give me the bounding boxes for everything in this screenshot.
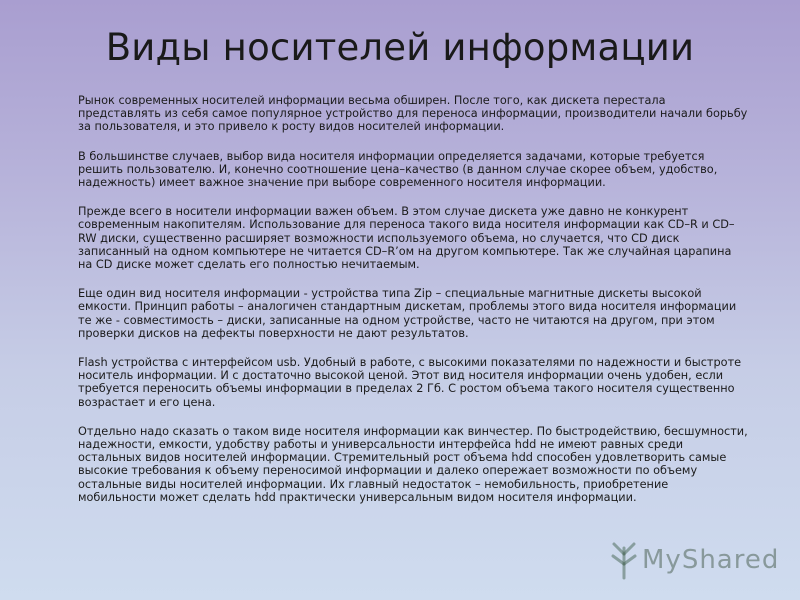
paragraph-1: Рынок современных носителей информации весьма обширен. После того, как дискета перестала представлять из себя самое популярное устройство для переноса информации, производители начали борьбу за пользователя, и это привело к росту видов носителей информации.: [78, 94, 748, 134]
paragraph-5: Flash устройства с интерфейсом usb. Удобный в работе, с высокими показателями по надежности и быстроте носитель информации. И с достаточно высокой ценой. Этот вид носителя информации очень удобен, если требуется переносить объемы информации в пределах 2 Гб. С ростом объема такого носителя существенно возрастает и его цена.: [78, 356, 742, 409]
paragraph-4: Еще один вид носителя информации - устройства типа Zip – специальные магнитные дискеты высокой емкости. Принцип работы – аналогичен стандартным дискетам, проблемы этого вида носителя информации те же - совместимость – диски, записанные на одном устройстве, часто не читаются на другом, при этом проверки дисков на дефекты поверхности не дают результатов.: [78, 287, 737, 340]
paragraph-6: Отдельно надо сказать о таком виде носителя информации как винчестер. По быстродействию, бесшумности, надежности, емкости, удобству работы и универсальности интерфейса hdd не имеют равных среди остальных видов носителей информации. Стремительный рост объема hdd способен удовлетворить самые высокие требования к объему переносимой информации и далеко опережает возможности по объему остальные виды носителей информации. Их главный недостаток – немобильность, приобретение мобильности может сделать hdd практически универсальным видом носителя информации.: [78, 424, 748, 504]
slide-body: [78, 94, 748, 520]
watermark-text: MyShared: [642, 545, 780, 575]
myshared-logo-icon: [608, 540, 640, 580]
paragraph-3: Прежде всего в носители информации важен объем. В этом случае дискета уже давно не конкурент современным накопителям. Использование для переноса такого вида носителя информации как CD–R и CD–RW диски, существенно расширяет возможности используемого объема, но случается, что CD диск записанный на одном компьютере не читается CD–R’ом на другом компьютере. Так же случайная царапина на CD диске может сделать его полностью нечитаемым.: [78, 205, 735, 272]
slide-title: Виды носителей информации: [105, 26, 695, 69]
paragraph-2: В большинстве случаев, выбор вида носителя информации определяется задачами, которые требуется решить пользователю. И, конечно соотношение цена–качество (в данном случае скорее объем, удобство, надежность) имеет важное значение при выборе современного носителя информации.: [78, 149, 718, 190]
watermark: [608, 540, 778, 580]
